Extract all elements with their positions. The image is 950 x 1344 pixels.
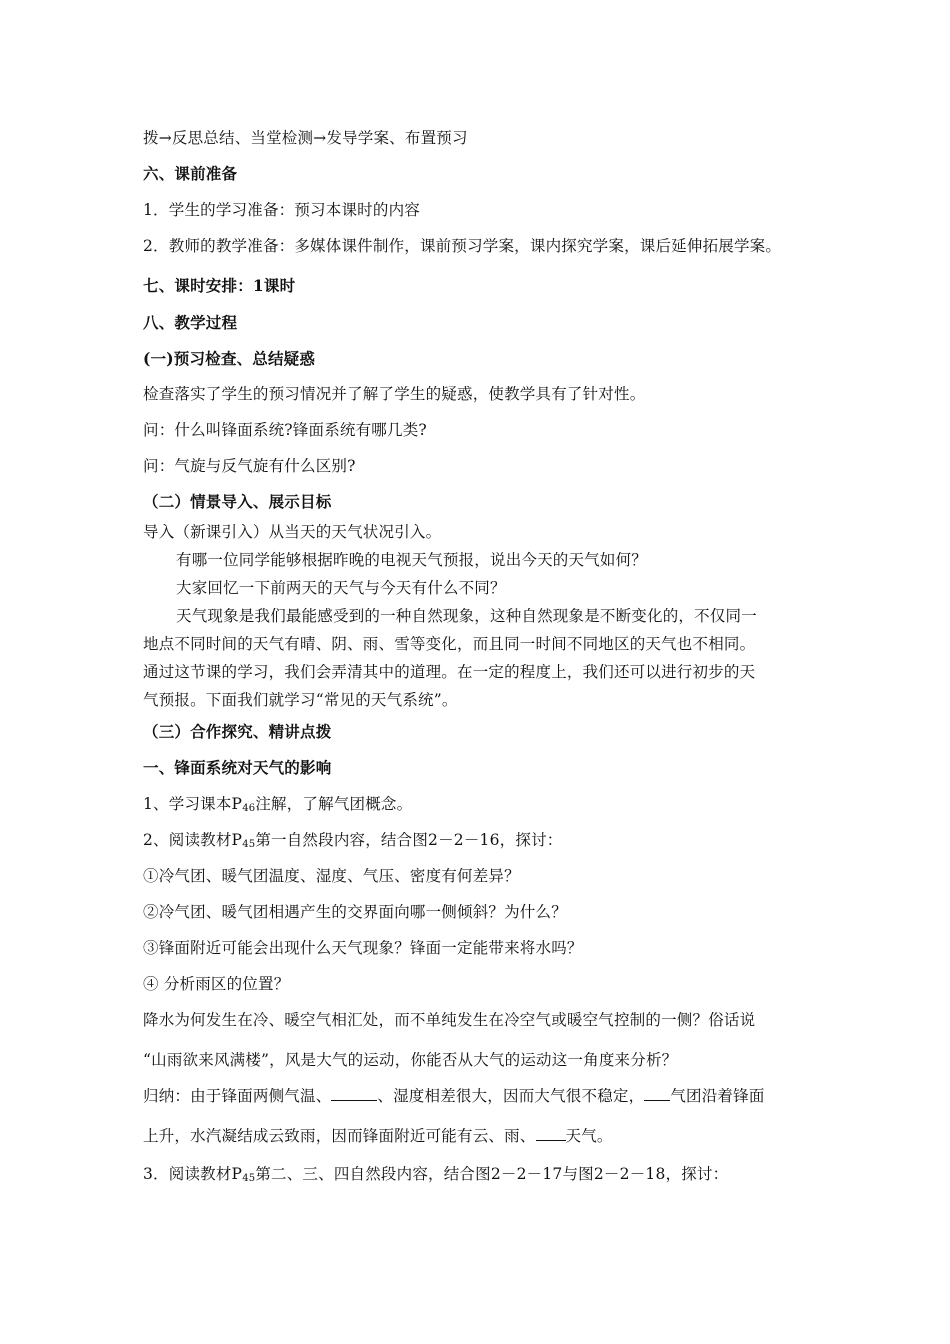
- question-line: 问：什么叫锋面系统?锋面系统有哪几类?: [143, 421, 427, 439]
- section-heading-7: 七、课时安排：1课时: [143, 276, 296, 295]
- summary-line: 上升，水汽凝结成云致雨，因而锋面附近可能有云、雨、 天气。: [143, 1127, 613, 1145]
- summary-line: 归纳：由于锋面两侧气温、 、湿度相差很大，因而大气很不稳定， 气团沿着锋面: [143, 1087, 765, 1105]
- section-heading-8: 八、教学过程: [143, 313, 238, 332]
- question-line: ④ 分析雨区的位置？: [143, 975, 290, 993]
- text-line: 降水为何发生在冷、暖空气相汇处，而不单纯发生在冷空气或暖空气控制的一侧？俗话说: [143, 1011, 756, 1029]
- text-line: 通过这节课的学习，我们会弄清其中的道理。在一定的程度上，我们还可以进行初步的天: [143, 663, 756, 681]
- text-line: 导入（新课引入）从当天的天气状况引入。: [143, 523, 442, 541]
- subsection-heading-3: （三）合作探究、精讲点拨: [143, 722, 332, 741]
- text-line: 天气现象是我们最能感受到的一种自然现象，这种自然现象是不断变化的，不仅同一: [176, 607, 757, 625]
- subsection-heading-1: (一)预习检查、总结疑惑: [143, 349, 316, 368]
- text-line: 有哪一位同学能够根据昨晚的电视天气预报，说出今天的天气如何？: [176, 551, 648, 569]
- text-line: 2．教师的教学准备：多媒体课件制作，课前预习学案，课内探究学案，课后延伸拓展学案。: [143, 237, 782, 255]
- text-line: 地点不同时间的天气有晴、阴、雨、雪等变化，而且同一时间不同地区的天气也不相同。: [143, 635, 756, 653]
- text-line: 1．学生的学习准备：预习本课时的内容: [143, 201, 420, 219]
- text-line: 大家回忆一下前两天的天气与今天有什么不同？: [176, 579, 506, 597]
- fill-blank: [536, 1126, 566, 1141]
- question-line: 问：气旋与反气旋有什么区别?: [143, 457, 356, 475]
- fill-blank: [644, 1086, 670, 1101]
- subsection-heading-2: （二）情景导入、展示目标: [143, 492, 332, 511]
- text-line: 拨→反思总结、当堂检测→发导学案、布置预习: [143, 129, 468, 147]
- fill-blank: [331, 1086, 377, 1101]
- text-line: 2、阅读教材$P_{45}$第一自然段内容，结合图2－2－16，探讨：: [143, 831, 563, 850]
- topic-heading-1: 一、锋面系统对天气的影响: [143, 758, 332, 777]
- question-line: ②冷气团、暖气团相遇产生的交界面向哪一侧倾斜？为什么？: [143, 903, 567, 921]
- text-line: 检查落实了学生的预习情况并了解了学生的疑惑，使教学具有了针对性。: [143, 385, 646, 403]
- text-line: “山雨欲来风满楼”，风是大气的运动，你能否从大气的运动这一角度来分析？: [143, 1051, 678, 1069]
- text-line: 1、学习课本$P_{46}$注解，了解气团概念。: [143, 795, 413, 814]
- section-heading-6: 六、课前准备: [143, 164, 238, 183]
- text-line: 气预报。下面我们就学习“常见的天气系统”。: [143, 691, 458, 709]
- question-line: ③锋面附近可能会出现什么天气现象？锋面一定能带来将水吗？: [143, 939, 583, 957]
- question-line: ①冷气团、暖气团温度、湿度、气压、密度有何差异？: [143, 867, 520, 885]
- text-line: 3．阅读教材$P_{45}$第二、三、四自然段内容，结合图2－2－17与图2－2－18，探讨：: [143, 1165, 729, 1184]
